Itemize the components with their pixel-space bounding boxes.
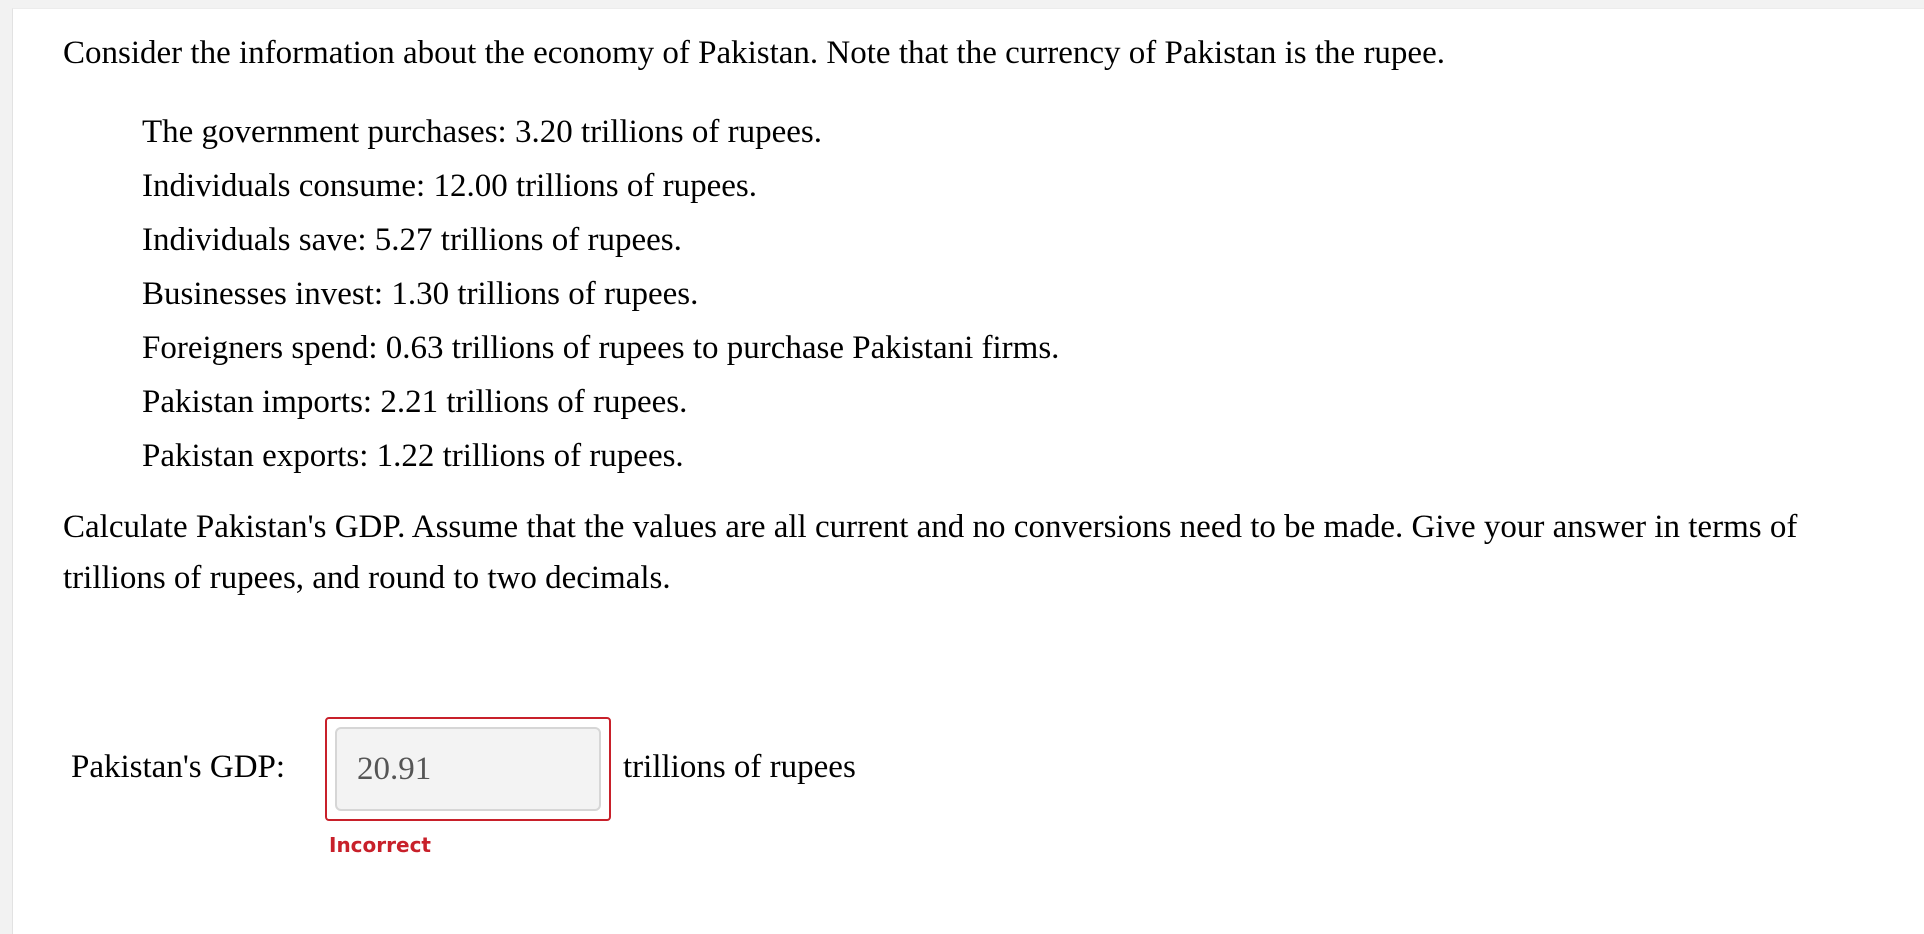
fact-exports: Pakistan exports: 1.22 trillions of rupees. (142, 438, 684, 474)
fact-government-purchases: The government purchases: 3.20 trillions of rupees. (142, 114, 822, 150)
fact-business-investment: Businesses invest: 1.30 trillions of rupees. (142, 276, 699, 312)
fact-foreign-spending: Foreigners spend: 0.63 trillions of rupees to purchase Pakistani firms. (142, 330, 1060, 366)
fact-consumption: Individuals consume: 12.00 trillions of rupees. (142, 168, 757, 204)
incorrect-feedback: Incorrect (329, 833, 431, 857)
economic-facts-list (142, 112, 1059, 490)
fact-imports: Pakistan imports: 2.21 trillions of rupees. (142, 384, 688, 420)
fact-savings: Individuals save: 5.27 trillions of rupees. (142, 222, 682, 258)
question-panel (12, 8, 1924, 934)
answer-unit: trillions of rupees (623, 749, 856, 785)
answer-error-frame (325, 717, 611, 821)
question-prompt: Calculate Pakistan's GDP. Assume that the values are all current and no conversions need to be made. Give your answer in terms of trillions of rupees, and round to two decimals. (63, 509, 1798, 596)
question-intro: Consider the information about the economy of Pakistan. Note that the currency of Pakistan is the rupee. (63, 35, 1445, 71)
gdp-answer-input[interactable] (335, 727, 601, 811)
answer-label: Pakistan's GDP: (71, 749, 286, 785)
answer-row (71, 717, 1071, 821)
